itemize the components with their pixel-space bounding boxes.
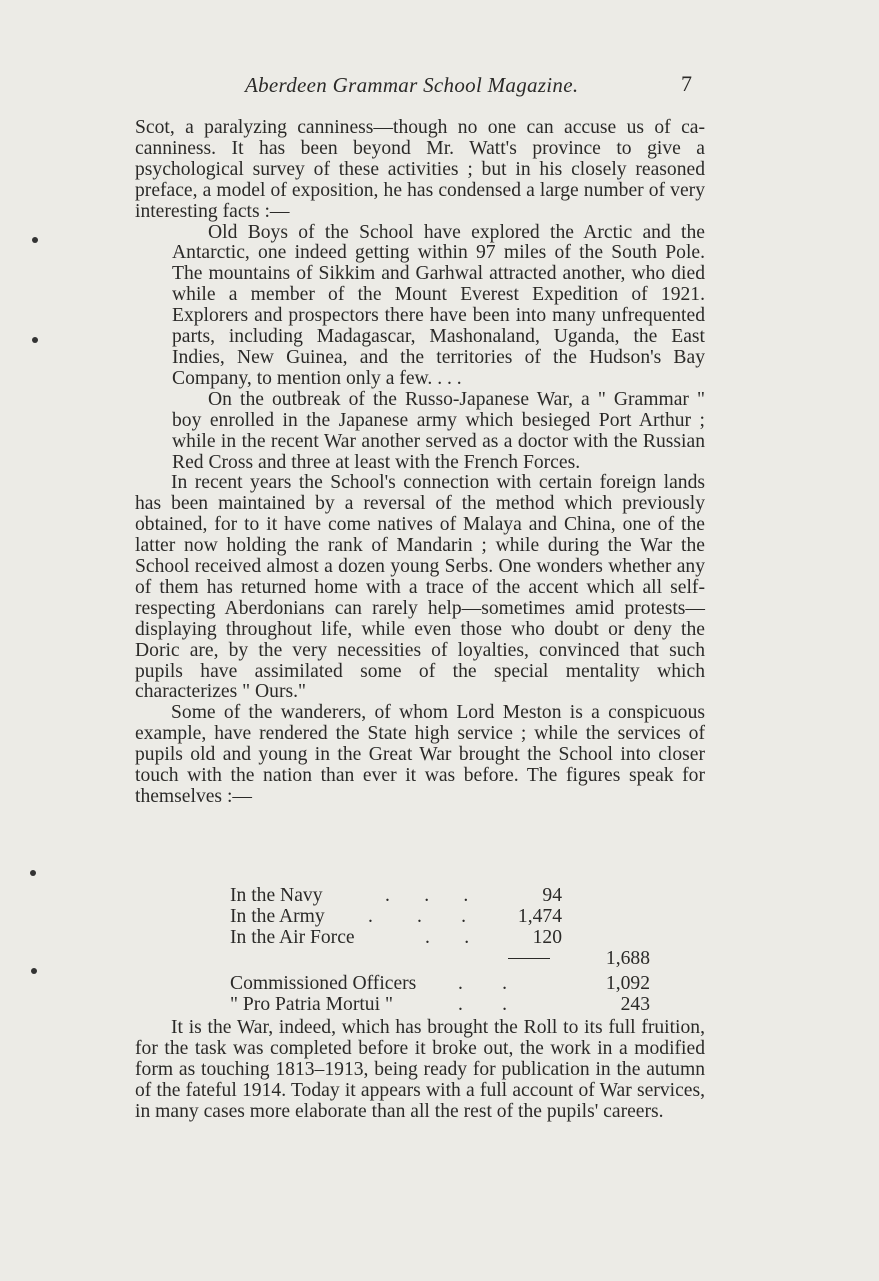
stat-label-navy: In the Navy <box>230 885 323 906</box>
dot-leader: . . <box>458 973 507 994</box>
paragraph-foreign-lands: In recent years the School's connection with certain foreign lands has been maintained by a reversal of the method which previously obtained, for to it have come natives of Malaya and China, one of the latter now holding the rank of Mandarin ; while during the War the School received almost a dozen young Serbs. One wonders whether any of them has returned home with a trace of the accent which all self-respecting Aberdonians can rarely help—sometimes amid protests—displaying throughout life, while even those who doubt or deny the Doric are, by the very necessities of loyalties, convinced that such pupils have assimilated some of the special mentality which characterizes " Ours." <box>135 472 705 703</box>
stat-value-navy: 94 <box>542 885 562 906</box>
dot-leader: . . <box>458 994 507 1015</box>
quote-paragraph-explorers: Old Boys of the School have explored the Arctic and the Antarctic, one indeed getting within 97 miles of the South Pole. The mountains of Sikkim and Garhwal attracted another, who died while a member of the Mount Everest Expedition of 1921. Explorers and prospectors there have been into many unfrequented parts, including Madagascar, Mashonaland, Uganda, the East Indies, New Guinea, and the territories of the Hudson's Bay Company, to mention only a few. . . . <box>172 221 705 389</box>
dot-leader: . . . <box>385 885 469 906</box>
war-service-table <box>230 885 650 1015</box>
stat-row-mortui <box>230 994 650 1015</box>
stat-value-total: 1,688 <box>605 948 650 969</box>
stat-row-navy <box>230 885 650 906</box>
stat-row-airforce <box>230 927 650 948</box>
stat-value-mortui: 243 <box>620 994 650 1015</box>
paragraph-roll: It is the War, indeed, which has brought the Roll to its full fruition, for the task was completed before it broke out, the work in a modified form as touching 1813–1913, being ready for publication in the autumn of the fateful 1914. Today it appears with a full account of War services, in many cases more elaborate than all the rest of the pupils' careers. <box>135 1017 705 1122</box>
margin-mark <box>32 337 38 343</box>
quote-paragraph-war: On the outbreak of the Russo-Japanese War, a " Grammar " boy enrolled in the Japanese army which besieged Port Arthur ; while in the recent War another served as a doctor with the Russian Red Cross and three at least with the French Forces. <box>172 388 705 473</box>
margin-mark <box>32 237 38 243</box>
block-quote <box>172 223 705 474</box>
running-title: Aberdeen Grammar School Magazine. <box>245 73 579 97</box>
stat-value-officers: 1,092 <box>605 973 650 994</box>
page-number: 7 <box>681 71 692 96</box>
page-header <box>140 73 700 103</box>
article-body <box>135 118 705 808</box>
margin-mark <box>31 968 37 974</box>
stat-label-airforce: In the Air Force <box>230 927 355 948</box>
stat-value-army: 1,474 <box>517 906 562 927</box>
stat-label-army: In the Army <box>230 906 325 927</box>
stat-row-officers <box>230 973 650 994</box>
paragraph-wanderers: Some of the wanderers, of whom Lord Meston is a conspicuous example, have rendered the State high service ; while the services of pupils old and young in the Great War brought the School into closer touch with the nation than ever it was before. The figures speak for themselves :— <box>135 702 705 807</box>
stat-value-airforce: 120 <box>532 927 562 948</box>
stat-row-total <box>230 948 650 969</box>
dot-leader: . . <box>425 927 470 948</box>
stat-label-mortui: " Pro Patria Mortui " <box>230 994 393 1015</box>
paragraph-intro: Scot, a paralyzing canniness—though no one can accuse us of ca-canniness. It has been beyond Mr. Watt's province to give a psychological survey of these activities ; but in his closely reasoned preface, a model of exposition, he has condensed a large number of very interesting facts :— <box>135 117 705 222</box>
sum-rule <box>508 958 550 959</box>
stat-label-officers: Commissioned Officers <box>230 973 417 994</box>
article-body-continued <box>135 1018 705 1123</box>
stat-row-army <box>230 906 650 927</box>
dot-leader: . . . <box>368 906 466 927</box>
margin-mark <box>30 870 36 876</box>
